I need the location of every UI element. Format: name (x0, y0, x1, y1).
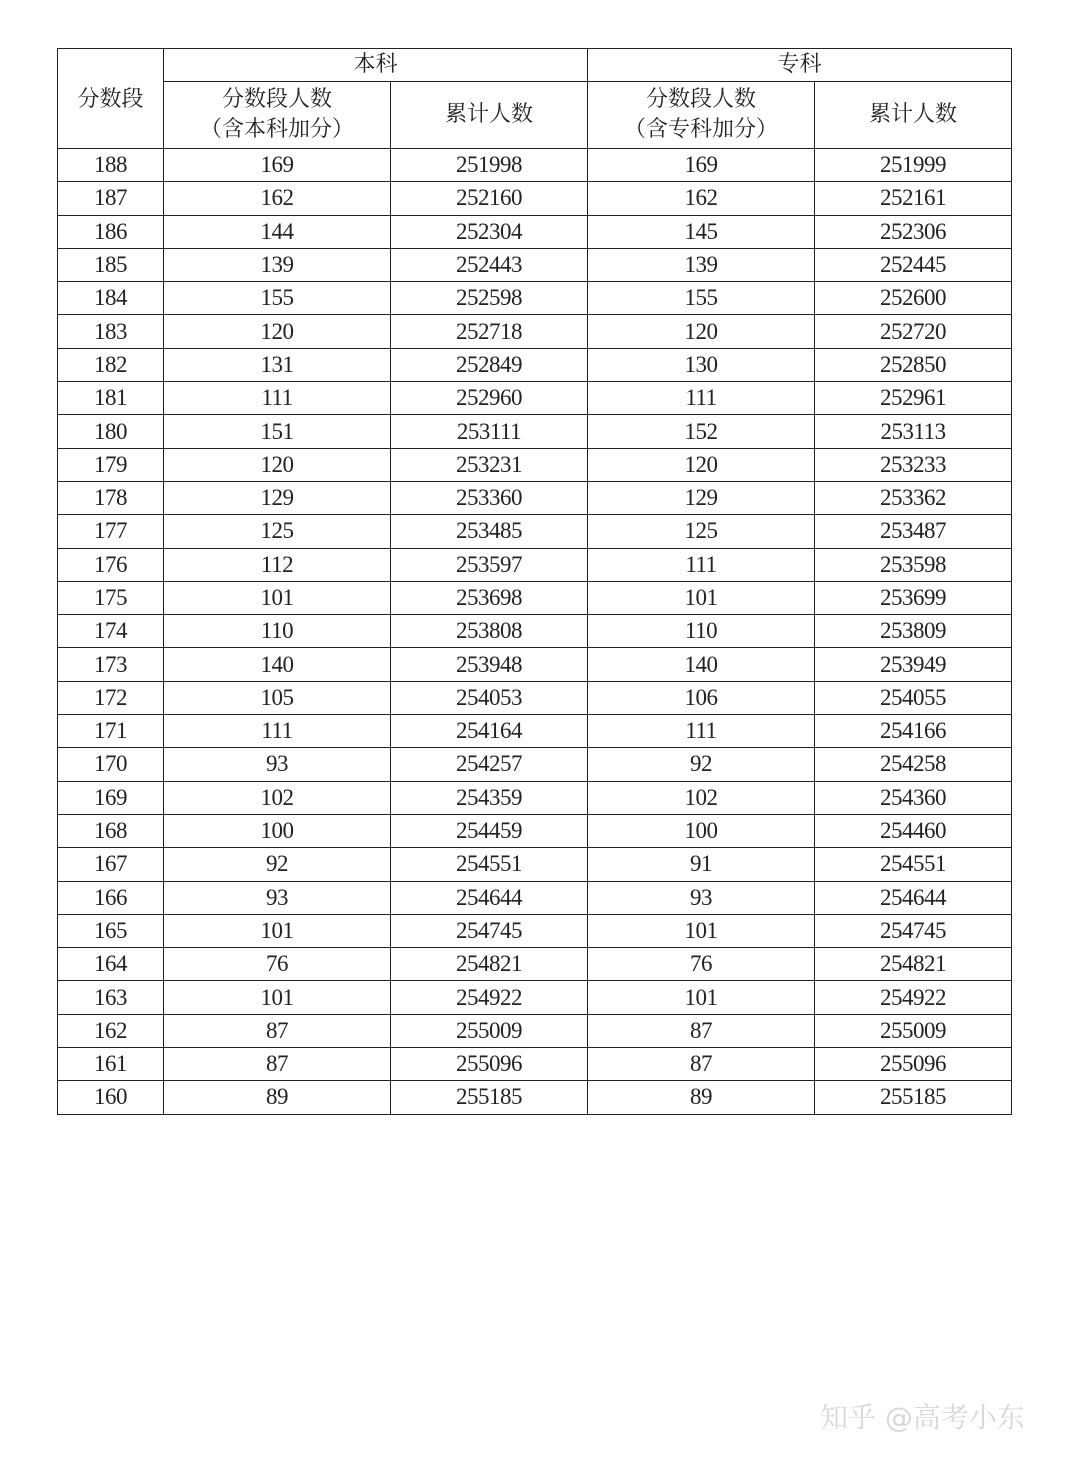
table-row (58, 914, 1012, 947)
watermark: 知乎 @高考小东 (820, 1401, 1025, 1434)
junior-count-cell: 100 (588, 814, 815, 847)
junior-count-cell: 106 (588, 681, 815, 714)
junior-count-cell: 87 (588, 1048, 815, 1081)
junior-count-cell: 139 (588, 248, 815, 281)
junior-count-cell: 120 (588, 448, 815, 481)
table-row (58, 548, 1012, 581)
junior-cumulative-cell: 253598 (815, 548, 1012, 581)
header-undergrad-cumulative: 累计人数 (391, 82, 588, 149)
junior-cumulative-cell: 255185 (815, 1081, 1012, 1114)
score-cell: 168 (58, 814, 164, 847)
table-row (58, 781, 1012, 814)
table-row (58, 581, 1012, 614)
undergrad-count-cell: 93 (164, 748, 391, 781)
junior-cumulative-cell: 254922 (815, 981, 1012, 1014)
score-cell: 173 (58, 648, 164, 681)
undergrad-count-cell: 125 (164, 515, 391, 548)
undergrad-count-cell: 120 (164, 448, 391, 481)
junior-count-cell: 87 (588, 1014, 815, 1047)
score-cell: 182 (58, 348, 164, 381)
undergrad-cumulative-cell: 252598 (391, 282, 588, 315)
score-cell: 166 (58, 881, 164, 914)
table-row (58, 715, 1012, 748)
table-row (58, 481, 1012, 514)
undergrad-cumulative-cell: 251998 (391, 149, 588, 182)
score-cell: 162 (58, 1014, 164, 1047)
undergrad-count-cell: 112 (164, 548, 391, 581)
junior-cumulative-cell: 253362 (815, 481, 1012, 514)
score-cell: 187 (58, 182, 164, 215)
undergrad-count-cell: 100 (164, 814, 391, 847)
undergrad-cumulative-cell: 252160 (391, 182, 588, 215)
junior-cumulative-cell: 253233 (815, 448, 1012, 481)
table-row (58, 814, 1012, 847)
junior-count-cell: 102 (588, 781, 815, 814)
junior-count-cell: 155 (588, 282, 815, 315)
junior-cumulative-cell: 252600 (815, 282, 1012, 315)
table-row (58, 1014, 1012, 1047)
undergrad-count-cell: 102 (164, 781, 391, 814)
header-line: 分数段人数 (646, 87, 757, 112)
undergrad-cumulative-cell: 253597 (391, 548, 588, 581)
header-score-band: 分数段 (58, 49, 164, 149)
score-cell: 160 (58, 1081, 164, 1114)
junior-cumulative-cell: 252445 (815, 248, 1012, 281)
score-cell: 185 (58, 248, 164, 281)
undergrad-count-cell: 105 (164, 681, 391, 714)
undergrad-cumulative-cell: 252960 (391, 382, 588, 415)
undergrad-count-cell: 101 (164, 581, 391, 614)
table-body (58, 149, 1012, 1115)
undergrad-count-cell: 162 (164, 182, 391, 215)
undergrad-count-cell: 120 (164, 315, 391, 348)
table-row (58, 248, 1012, 281)
junior-cumulative-cell: 253113 (815, 415, 1012, 448)
junior-count-cell: 169 (588, 149, 815, 182)
score-cell: 169 (58, 781, 164, 814)
undergrad-count-cell: 111 (164, 382, 391, 415)
undergrad-cumulative-cell: 253808 (391, 615, 588, 648)
undergrad-count-cell: 110 (164, 615, 391, 648)
header-line: 分数段人数 (221, 87, 332, 112)
undergrad-cumulative-cell: 254922 (391, 981, 588, 1014)
undergrad-count-cell: 111 (164, 715, 391, 748)
score-cell: 183 (58, 315, 164, 348)
table-row (58, 382, 1012, 415)
table-row (58, 948, 1012, 981)
table-row (58, 848, 1012, 881)
junior-cumulative-cell: 253487 (815, 515, 1012, 548)
junior-cumulative-cell: 253699 (815, 581, 1012, 614)
junior-count-cell: 76 (588, 948, 815, 981)
score-cell: 177 (58, 515, 164, 548)
table-row (58, 681, 1012, 714)
junior-count-cell: 162 (588, 182, 815, 215)
junior-cumulative-cell: 255009 (815, 1014, 1012, 1047)
score-cell: 178 (58, 481, 164, 514)
table-row (58, 981, 1012, 1014)
junior-cumulative-cell: 252720 (815, 315, 1012, 348)
undergrad-cumulative-cell: 253485 (391, 515, 588, 548)
undergrad-cumulative-cell: 253231 (391, 448, 588, 481)
undergrad-cumulative-cell: 252304 (391, 215, 588, 248)
score-cell: 174 (58, 615, 164, 648)
undergrad-cumulative-cell: 254053 (391, 681, 588, 714)
undergrad-count-cell: 151 (164, 415, 391, 448)
undergrad-cumulative-cell: 253360 (391, 481, 588, 514)
table-row (58, 215, 1012, 248)
undergrad-count-cell: 129 (164, 481, 391, 514)
score-cell: 180 (58, 415, 164, 448)
undergrad-cumulative-cell: 252718 (391, 315, 588, 348)
undergrad-cumulative-cell: 254644 (391, 881, 588, 914)
junior-cumulative-cell: 254821 (815, 948, 1012, 981)
junior-cumulative-cell: 252850 (815, 348, 1012, 381)
score-cell: 184 (58, 282, 164, 315)
undergrad-cumulative-cell: 252443 (391, 248, 588, 281)
junior-cumulative-cell: 252306 (815, 215, 1012, 248)
header-undergrad-count (164, 82, 391, 149)
junior-cumulative-cell: 253949 (815, 648, 1012, 681)
undergrad-cumulative-cell: 253111 (391, 415, 588, 448)
score-cell: 179 (58, 448, 164, 481)
junior-cumulative-cell: 251999 (815, 149, 1012, 182)
junior-count-cell: 110 (588, 615, 815, 648)
table-row (58, 515, 1012, 548)
junior-count-cell: 129 (588, 481, 815, 514)
score-cell: 167 (58, 848, 164, 881)
undergrad-cumulative-cell: 252849 (391, 348, 588, 381)
score-cell: 161 (58, 1048, 164, 1081)
junior-cumulative-cell: 254745 (815, 914, 1012, 947)
table-row (58, 448, 1012, 481)
undergrad-count-cell: 131 (164, 348, 391, 381)
undergrad-cumulative-cell: 255009 (391, 1014, 588, 1047)
score-cell: 175 (58, 581, 164, 614)
undergrad-count-cell: 87 (164, 1014, 391, 1047)
junior-count-cell: 145 (588, 215, 815, 248)
junior-count-cell: 101 (588, 914, 815, 947)
undergrad-count-cell: 76 (164, 948, 391, 981)
table-row (58, 615, 1012, 648)
header-junior: 专科 (588, 49, 1012, 82)
undergrad-count-cell: 89 (164, 1081, 391, 1114)
junior-count-cell: 125 (588, 515, 815, 548)
junior-count-cell: 91 (588, 848, 815, 881)
table-row (58, 648, 1012, 681)
undergrad-count-cell: 139 (164, 248, 391, 281)
table-row (58, 149, 1012, 182)
undergrad-count-cell: 169 (164, 149, 391, 182)
junior-cumulative-cell: 254166 (815, 715, 1012, 748)
undergrad-cumulative-cell: 255185 (391, 1081, 588, 1114)
score-cell: 176 (58, 548, 164, 581)
junior-cumulative-cell: 254360 (815, 781, 1012, 814)
undergrad-count-cell: 87 (164, 1048, 391, 1081)
undergrad-cumulative-cell: 255096 (391, 1048, 588, 1081)
header-junior-cumulative: 累计人数 (815, 82, 1012, 149)
undergrad-count-cell: 93 (164, 881, 391, 914)
junior-cumulative-cell: 255096 (815, 1048, 1012, 1081)
undergrad-cumulative-cell: 253698 (391, 581, 588, 614)
undergrad-cumulative-cell: 254821 (391, 948, 588, 981)
undergrad-count-cell: 92 (164, 848, 391, 881)
junior-count-cell: 111 (588, 715, 815, 748)
undergrad-cumulative-cell: 254551 (391, 848, 588, 881)
score-cell: 171 (58, 715, 164, 748)
junior-count-cell: 101 (588, 581, 815, 614)
undergrad-cumulative-cell: 254164 (391, 715, 588, 748)
junior-count-cell: 101 (588, 981, 815, 1014)
undergrad-cumulative-cell: 254459 (391, 814, 588, 847)
junior-count-cell: 93 (588, 881, 815, 914)
table-row (58, 182, 1012, 215)
junior-count-cell: 130 (588, 348, 815, 381)
undergrad-cumulative-cell: 254257 (391, 748, 588, 781)
score-cell: 165 (58, 914, 164, 947)
table-row (58, 415, 1012, 448)
junior-count-cell: 89 (588, 1081, 815, 1114)
junior-cumulative-cell: 254460 (815, 814, 1012, 847)
table-row (58, 315, 1012, 348)
undergrad-count-cell: 155 (164, 282, 391, 315)
junior-cumulative-cell: 254055 (815, 681, 1012, 714)
junior-cumulative-cell: 254644 (815, 881, 1012, 914)
score-cell: 186 (58, 215, 164, 248)
header-undergrad: 本科 (164, 49, 588, 82)
score-cell: 163 (58, 981, 164, 1014)
junior-count-cell: 111 (588, 548, 815, 581)
undergrad-count-cell: 144 (164, 215, 391, 248)
table-row (58, 1081, 1012, 1114)
junior-count-cell: 152 (588, 415, 815, 448)
table-row (58, 748, 1012, 781)
undergrad-cumulative-cell: 254745 (391, 914, 588, 947)
undergrad-count-cell: 101 (164, 914, 391, 947)
score-cell: 170 (58, 748, 164, 781)
score-cell: 164 (58, 948, 164, 981)
table-row (58, 1048, 1012, 1081)
junior-count-cell: 92 (588, 748, 815, 781)
score-cell: 181 (58, 382, 164, 415)
header-junior-count (588, 82, 815, 149)
undergrad-count-cell: 140 (164, 648, 391, 681)
score-cell: 172 (58, 681, 164, 714)
header-line: （含本科加分） (199, 117, 354, 142)
table-row (58, 282, 1012, 315)
junior-cumulative-cell: 252961 (815, 382, 1012, 415)
junior-cumulative-cell: 252161 (815, 182, 1012, 215)
undergrad-cumulative-cell: 253948 (391, 648, 588, 681)
score-cell: 188 (58, 149, 164, 182)
junior-count-cell: 140 (588, 648, 815, 681)
junior-count-cell: 111 (588, 382, 815, 415)
junior-cumulative-cell: 254551 (815, 848, 1012, 881)
header-line: （含专科加分） (624, 117, 779, 142)
undergrad-count-cell: 101 (164, 981, 391, 1014)
score-distribution-table (57, 48, 1012, 1115)
table-row (58, 348, 1012, 381)
junior-cumulative-cell: 253809 (815, 615, 1012, 648)
junior-count-cell: 120 (588, 315, 815, 348)
undergrad-cumulative-cell: 254359 (391, 781, 588, 814)
table-row (58, 881, 1012, 914)
junior-cumulative-cell: 254258 (815, 748, 1012, 781)
